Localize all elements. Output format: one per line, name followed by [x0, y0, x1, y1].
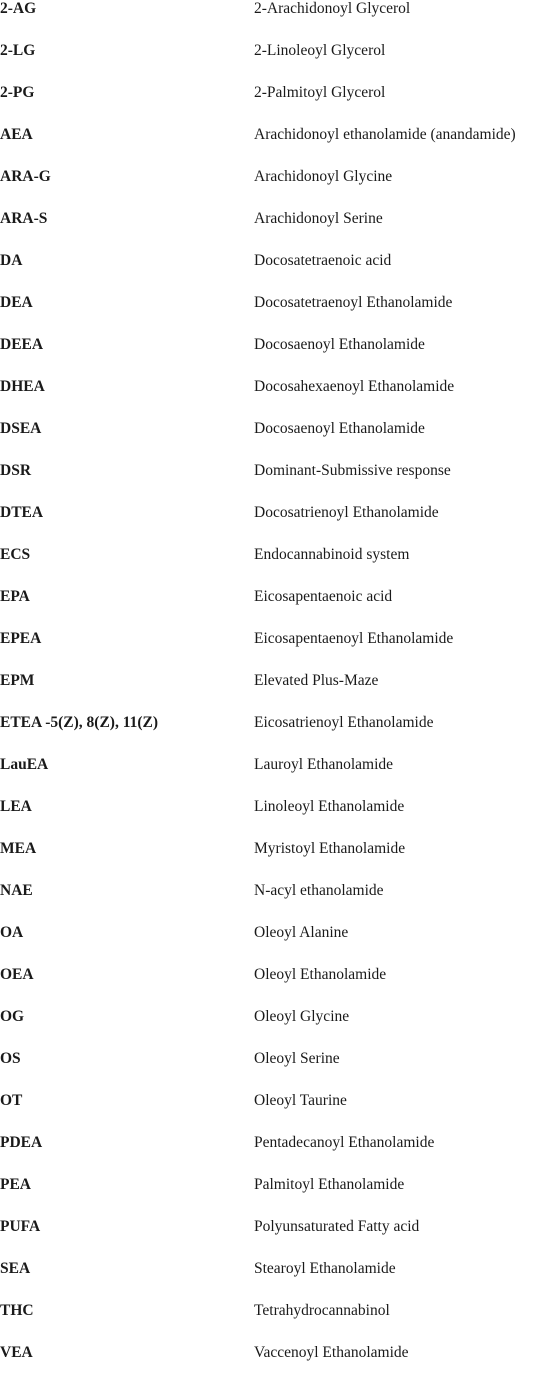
table-row	[0, 378, 558, 420]
table-row	[0, 924, 558, 966]
table-row	[0, 1218, 558, 1260]
abbreviation-definition: Dominant-Submissive response	[254, 462, 451, 479]
abbreviation-term: EPEA	[0, 630, 42, 647]
abbreviation-definition: Pentadecanoyl Ethanolamide	[254, 1134, 435, 1151]
table-row	[0, 798, 558, 840]
abbreviation-definition: Docosatetraenoyl Ethanolamide	[254, 294, 453, 311]
abbreviation-definition: Lauroyl Ethanolamide	[254, 756, 394, 773]
abbreviation-term: LauEA	[0, 756, 49, 773]
table-row	[0, 672, 558, 714]
abbreviation-term: OT	[0, 1092, 23, 1109]
abbreviation-term: NAE	[0, 882, 33, 899]
abbreviation-definition: Oleoyl Ethanolamide	[254, 966, 387, 983]
abbreviation-term: OG	[0, 1008, 25, 1025]
abbreviation-definition: Docosatrienoyl Ethanolamide	[254, 504, 439, 521]
abbreviation-term: PDEA	[0, 1134, 43, 1151]
abbreviation-definition: Eicosapentaenoic acid	[254, 588, 393, 605]
abbreviation-definition: Oleoyl Serine	[254, 1050, 340, 1067]
table-row	[0, 1176, 558, 1218]
abbreviation-term: OS	[0, 1050, 21, 1067]
table-row	[0, 1344, 558, 1386]
abbreviation-definition: Arachidonoyl Serine	[254, 210, 383, 227]
abbreviation-term: ARA-S	[0, 210, 48, 227]
abbreviation-term: ETEA -5(Z), 8(Z), 11(Z)	[0, 714, 159, 731]
table-row	[0, 588, 558, 630]
abbreviation-definition: 2-Linoleoyl Glycerol	[254, 42, 386, 59]
abbreviation-term: EPM	[0, 672, 35, 689]
abbreviation-term: OA	[0, 924, 24, 941]
abbreviation-term: MEA	[0, 840, 37, 857]
table-row	[0, 1092, 558, 1134]
abbreviation-definition: N-acyl ethanolamide	[254, 882, 384, 899]
abbreviation-term: DSEA	[0, 420, 42, 437]
abbreviation-term: LEA	[0, 798, 32, 815]
abbreviation-definition: Linoleoyl Ethanolamide	[254, 798, 405, 815]
abbreviation-definition: Myristoyl Ethanolamide	[254, 840, 406, 857]
table-row	[0, 462, 558, 504]
table-row	[0, 714, 558, 756]
table-row	[0, 0, 558, 42]
table-row	[0, 840, 558, 882]
abbreviation-term: DHEA	[0, 378, 45, 395]
table-row	[0, 210, 558, 252]
table-row	[0, 1134, 558, 1176]
abbreviation-definition: Docosaenoyl Ethanolamide	[254, 420, 425, 437]
abbreviation-definition: Oleoyl Taurine	[254, 1092, 347, 1109]
abbreviation-definition: Oleoyl Glycine	[254, 1008, 350, 1025]
abbreviation-definition: Eicosapentaenoyl Ethanolamide	[254, 630, 454, 647]
table-row	[0, 546, 558, 588]
abbreviation-term: PEA	[0, 1176, 31, 1193]
abbreviation-definition: Oleoyl Alanine	[254, 924, 349, 941]
abbreviation-definition: Docosaenoyl Ethanolamide	[254, 336, 425, 353]
abbreviation-term: DEEA	[0, 336, 44, 353]
abbreviation-definition: Polyunsaturated Fatty acid	[254, 1218, 420, 1235]
table-row	[0, 294, 558, 336]
abbreviation-definition: Elevated Plus-Maze	[254, 672, 379, 689]
table-row	[0, 126, 558, 168]
table-row	[0, 966, 558, 1008]
abbreviation-definition: Palmitoyl Ethanolamide	[254, 1176, 405, 1193]
abbreviation-term: SEA	[0, 1260, 31, 1277]
abbreviation-term: ECS	[0, 546, 31, 563]
abbreviation-definition: Eicosatrienoyl Ethanolamide	[254, 714, 434, 731]
table-row	[0, 882, 558, 924]
abbreviation-definition: 2-Palmitoyl Glycerol	[254, 84, 386, 101]
abbreviation-term: DEA	[0, 294, 33, 311]
abbreviation-term: DA	[0, 252, 23, 269]
table-row	[0, 42, 558, 84]
table-row	[0, 336, 558, 378]
abbreviation-definition: Tetrahydrocannabinol	[254, 1302, 390, 1319]
abbreviation-definition: Arachidonoyl Glycine	[254, 168, 393, 185]
abbreviation-term: ARA-G	[0, 168, 51, 185]
abbreviation-definition: Vaccenoyl Ethanolamide	[254, 1344, 409, 1361]
abbreviation-definition: Docosatetraenoic acid	[254, 252, 392, 269]
table-row	[0, 1050, 558, 1092]
abbreviation-term: 2-LG	[0, 42, 36, 59]
abbreviation-definition: Endocannabinoid system	[254, 546, 410, 563]
abbreviation-definition: Docosahexaenoyl Ethanolamide	[254, 378, 455, 395]
table-row	[0, 630, 558, 672]
abbreviation-definition: Stearoyl Ethanolamide	[254, 1260, 396, 1277]
abbreviation-term: THC	[0, 1302, 34, 1319]
table-row	[0, 84, 558, 126]
abbreviation-term: AEA	[0, 126, 33, 143]
table-row	[0, 1302, 558, 1344]
abbreviation-term: VEA	[0, 1344, 33, 1361]
table-row	[0, 252, 558, 294]
table-row	[0, 168, 558, 210]
table-row	[0, 1008, 558, 1050]
abbreviation-term: EPA	[0, 588, 30, 605]
abbreviation-term: DSR	[0, 462, 32, 479]
abbreviation-definition: Arachidonoyl ethanolamide (anandamide)	[254, 126, 516, 143]
abbreviation-term: OEA	[0, 966, 34, 983]
abbreviation-definition: 2-Arachidonoyl Glycerol	[254, 0, 411, 17]
abbreviation-term: 2-PG	[0, 84, 35, 101]
table-row	[0, 1260, 558, 1302]
table-row	[0, 420, 558, 462]
abbreviation-term: PUFA	[0, 1218, 41, 1235]
table-row	[0, 504, 558, 546]
abbreviation-term: 2-AG	[0, 0, 37, 17]
abbreviation-term: DTEA	[0, 504, 44, 521]
table-row	[0, 756, 558, 798]
